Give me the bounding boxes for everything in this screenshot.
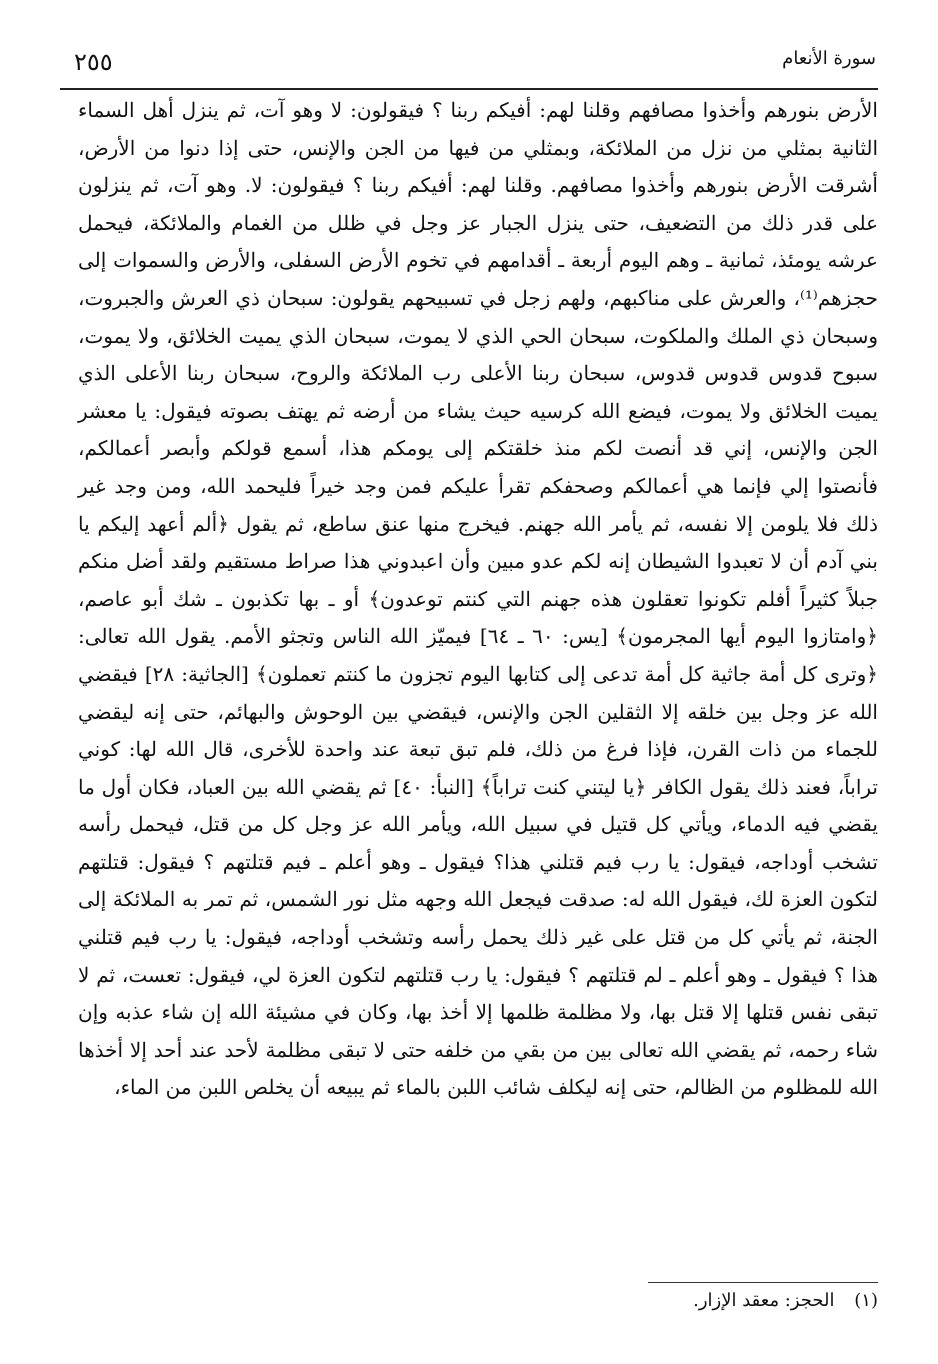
footnote [60, 1290, 878, 1311]
footnote-text: الحجز: معقد الإزار. [693, 1290, 835, 1311]
page-number: ٢٥٥ [74, 48, 113, 76]
paragraph: الأرض بنورهم وأخذوا مصافهم وقلنا لهم: أفيكم ربنا ؟ فيقولون: لا وهو آت، ثم ينزل أهل السماء الثانية بمثلي من نزل من الملائكة، وبمثلي من فيها من الجن والإنس، حتى إذا دنوا من الأرض، أشرقت الأرض بنورهم وأخذوا مصافهم. وقلنا لهم: أفيكم ربنا ؟ فيقولون: لا. وهو آت، ثم ينزلون على قدر ذلك من التضعيف، حتى ينزل الجبار عز وجل في ظلل من الغمام والملائكة، فيحمل عرشه يومئذ، ثمانية ـ وهم اليوم أربعة ـ أقدامهم في تخوم الأرض السفلى، والأرض والسموات إلى حجزهم⁽¹⁾، والعرش على مناكبهم، ولهم زجل في تسبيحهم يقولون: سبحان ذي العرش والجبروت، وسبحان ذي الملك والملكوت، سبحان الحي الذي لا يموت، سبحان الذي يميت الخلائق، ولا يموت، سبوح قدوس قدوس قدوس، سبحان ربنا الأعلى رب الملائكة والروح، سبحان ربنا الأعلى الذي يميت الخلائق ولا يموت، فيضع الله كرسيه حيث يشاء من أرضه ثم يهتف بصوته فيقول: يا معشر الجن والإنس، إني قد أنصت لكم منذ خلقتكم إلى يومكم هذا، أسمع قولكم وأبصر أعمالكم، فأنصتوا إلي فإنما هي أعمالكم وصحفكم تقرأ عليكم فمن وجد خيراً فليحمد الله، ومن وجد غير ذلك فلا يلومن إلا نفسه، ثم يأمر الله جهنم. فيخرج منها عنق ساطع، ثم يقول ﴿ألم أعهد إليكم يا بني آدم أن لا تعبدوا الشيطان إنه لكم عدو مبين وأن اعبدوني هذا صراط مستقيم ولقد أضل منكم جبلاً كثيراً أفلم تكونوا تعقلون هذه جهنم التي كنتم توعدون﴾ أو ـ بها تكذبون ـ شك أبو عاصم، ﴿وامتازوا اليوم أيها المجرمون﴾ [يس: ٦٠ ـ ٦٤] فيميّز الله الناس وتجثو الأمم. يقول الله تعالى: ﴿وترى كل أمة جاثية كل أمة تدعى إلى كتابها اليوم تجزون ما كنتم تعملون﴾ [الجاثية: ٢٨] فيقضي الله عز وجل بين خلقه إلا الثقلين الجن والإنس، فيقضي بين الوحوش والبهائم، حتى إنه ليقضي للجماء من ذات القرن، فإذا فرغ من ذلك، فلم تبق تبعة عند واحدة للأخرى، قال الله لها: كوني تراباً، فعند ذلك يقول الكافر ﴿يا ليتني كنت تراباً﴾ [النبأ: ٤٠] ثم يقضي الله بين العباد، فكان أول ما يقضي فيه الدماء، ويأتي كل قتيل في سبيل الله، ويأمر الله عز وجل كل من قتل، فيحمل رأسه تشخب أوداجه، فيقول: يا رب فيم قتلني هذا؟ فيقول ـ وهو أعلم ـ فيم قتلتهم ؟ فيقول: قتلتهم لتكون العزة لك، فيقول الله له: صدقت فيجعل الله وجهه مثل نور الشمس، ثم تمر به الملائكة إلى الجنة، ثم يأتي كل من قتل على غير ذلك يحمل رأسه وتشخب أوداجه، فيقول: يا رب فيم قتلني هذا ؟ فيقول ـ وهو أعلم ـ لم قتلتهم ؟ فيقول: يا رب قتلتهم لتكون العزة لي، فيقول: تعست، ثم لا تبقى نفس قتلها إلا قتل بها، ولا مظلمة ظلمها إلا أخذ بها، وكان في مشيئة الله إن شاء عذبه وإن شاء رحمه، ثم يقضي الله تعالى بين من بقي من خلفه حتى لا تبقى مظلمة لأحد عند أحد إلا أخذها الله للمظلوم من الظالم، حتى إنه ليكلف شائب اللبن بالماء ثم يبيعه أن يخلص اللبن من الماء، [78, 98, 879, 1100]
surah-title: سورة الأنعام [782, 48, 876, 69]
page-header [60, 44, 878, 90]
main-text [78, 92, 878, 1107]
footnote-separator [648, 1282, 878, 1283]
footnote-number: (١) [854, 1290, 878, 1311]
